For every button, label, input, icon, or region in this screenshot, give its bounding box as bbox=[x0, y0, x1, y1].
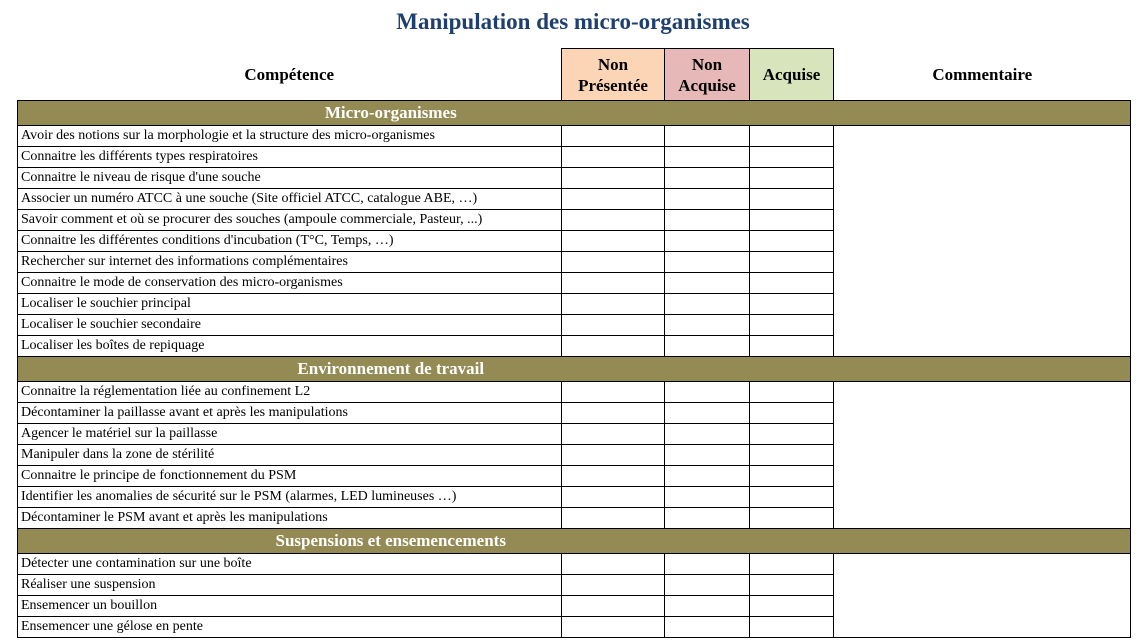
non-acquise-cell[interactable] bbox=[665, 168, 750, 189]
header-commentaire: Commentaire bbox=[932, 64, 1033, 84]
non-acquise-cell[interactable] bbox=[665, 596, 750, 617]
non-acquise-cell[interactable] bbox=[665, 231, 750, 252]
header-non-acquise bbox=[665, 49, 750, 101]
commentaire-cell[interactable] bbox=[834, 554, 1131, 638]
competence-label: Décontaminer le PSM avant et après les manipulations bbox=[18, 508, 562, 529]
acquise-cell[interactable] bbox=[750, 445, 834, 466]
competence-label: Avoir des notions sur la morphologie et la structure des micro-organismes bbox=[18, 126, 562, 147]
section-header-row bbox=[18, 529, 1131, 554]
header-non-presentee bbox=[562, 49, 665, 101]
acquise-cell[interactable] bbox=[750, 424, 834, 445]
non-acquise-cell[interactable] bbox=[665, 147, 750, 168]
competence-label: Localiser les boîtes de repiquage bbox=[18, 336, 562, 357]
non-presentee-cell[interactable] bbox=[562, 617, 665, 638]
non-acquise-cell[interactable] bbox=[665, 382, 750, 403]
non-presentee-cell[interactable] bbox=[562, 168, 665, 189]
section-band-fill bbox=[750, 101, 1131, 126]
non-presentee-cell[interactable] bbox=[562, 231, 665, 252]
competence-label: Manipuler dans la zone de stérilité bbox=[18, 445, 562, 466]
acquise-cell[interactable] bbox=[750, 315, 834, 336]
competence-label: Localiser le souchier principal bbox=[18, 294, 562, 315]
acquise-cell[interactable] bbox=[750, 382, 834, 403]
competence-label: Connaitre le principe de fonctionnement du PSM bbox=[18, 466, 562, 487]
competence-label: Agencer le matériel sur la paillasse bbox=[18, 424, 562, 445]
non-acquise-cell[interactable] bbox=[665, 508, 750, 529]
competence-label: Identifier les anomalies de sécurité sur le PSM (alarmes, LED lumineuses …) bbox=[18, 487, 562, 508]
acquise-cell[interactable] bbox=[750, 294, 834, 315]
non-acquise-cell[interactable] bbox=[665, 294, 750, 315]
non-acquise-cell[interactable] bbox=[665, 210, 750, 231]
non-acquise-cell[interactable] bbox=[665, 424, 750, 445]
competence-label: Décontaminer la paillasse avant et après les manipulations bbox=[18, 403, 562, 424]
commentaire-cell[interactable] bbox=[834, 382, 1131, 529]
section-title: Suspensions et ensemencements bbox=[18, 529, 750, 554]
non-presentee-cell[interactable] bbox=[562, 508, 665, 529]
acquise-cell[interactable] bbox=[750, 189, 834, 210]
competence-label: Connaitre la réglementation liée au confinement L2 bbox=[18, 382, 562, 403]
non-acquise-cell[interactable] bbox=[665, 575, 750, 596]
competence-label: Localiser le souchier secondaire bbox=[18, 315, 562, 336]
non-presentee-cell[interactable] bbox=[562, 126, 665, 147]
non-presentee-cell[interactable] bbox=[562, 596, 665, 617]
non-presentee-cell[interactable] bbox=[562, 382, 665, 403]
acquise-cell[interactable] bbox=[750, 210, 834, 231]
non-presentee-cell[interactable] bbox=[562, 575, 665, 596]
non-presentee-cell[interactable] bbox=[562, 252, 665, 273]
non-acquise-cell[interactable] bbox=[665, 252, 750, 273]
section-band-fill bbox=[750, 357, 1131, 382]
non-acquise-cell[interactable] bbox=[665, 336, 750, 357]
non-acquise-cell[interactable] bbox=[665, 273, 750, 294]
non-presentee-cell[interactable] bbox=[562, 210, 665, 231]
competence-label: Réaliser une suspension bbox=[18, 575, 562, 596]
header-non-acquise-line2: Acquise bbox=[678, 75, 736, 95]
competence-label: Associer un numéro ATCC à une souche (Site officiel ATCC, catalogue ABE, …) bbox=[18, 189, 562, 210]
competence-label: Savoir comment et où se procurer des souches (ampoule commerciale, Pasteur, ...) bbox=[18, 210, 562, 231]
page-title: Manipulation des micro-organismes bbox=[396, 9, 750, 34]
non-presentee-cell[interactable] bbox=[562, 189, 665, 210]
acquise-cell[interactable] bbox=[750, 126, 834, 147]
acquise-cell[interactable] bbox=[750, 508, 834, 529]
acquise-cell[interactable] bbox=[750, 554, 834, 575]
competence-label: Connaitre le niveau de risque d'une souche bbox=[18, 168, 562, 189]
acquise-cell[interactable] bbox=[750, 487, 834, 508]
acquise-cell[interactable] bbox=[750, 596, 834, 617]
non-presentee-cell[interactable] bbox=[562, 294, 665, 315]
header-non-presentee-line2: Présentée bbox=[578, 75, 648, 95]
acquise-cell[interactable] bbox=[750, 575, 834, 596]
non-presentee-cell[interactable] bbox=[562, 424, 665, 445]
header-non-presentee-line1: Non bbox=[597, 54, 629, 74]
acquise-cell[interactable] bbox=[750, 617, 834, 638]
non-presentee-cell[interactable] bbox=[562, 336, 665, 357]
section-header-row bbox=[18, 357, 1131, 382]
table-body bbox=[18, 101, 1131, 638]
non-presentee-cell[interactable] bbox=[562, 403, 665, 424]
non-presentee-cell[interactable] bbox=[562, 554, 665, 575]
header-competence: Compétence bbox=[244, 64, 335, 84]
non-presentee-cell[interactable] bbox=[562, 273, 665, 294]
non-presentee-cell[interactable] bbox=[562, 445, 665, 466]
header-non-acquise-line1: Non bbox=[691, 54, 723, 74]
non-acquise-cell[interactable] bbox=[665, 315, 750, 336]
acquise-cell[interactable] bbox=[750, 336, 834, 357]
non-presentee-cell[interactable] bbox=[562, 147, 665, 168]
non-presentee-cell[interactable] bbox=[562, 466, 665, 487]
competence-label: Connaitre les différents types respiratoires bbox=[18, 147, 562, 168]
acquise-cell[interactable] bbox=[750, 252, 834, 273]
acquise-cell[interactable] bbox=[750, 466, 834, 487]
non-acquise-cell[interactable] bbox=[665, 189, 750, 210]
competence-table bbox=[17, 48, 1131, 638]
acquise-cell[interactable] bbox=[750, 231, 834, 252]
non-acquise-cell[interactable] bbox=[665, 487, 750, 508]
non-presentee-cell[interactable] bbox=[562, 487, 665, 508]
commentaire-cell[interactable] bbox=[834, 126, 1131, 357]
non-acquise-cell[interactable] bbox=[665, 445, 750, 466]
section-title: Micro-organismes bbox=[18, 101, 750, 126]
competence-label: Rechercher sur internet des informations complémentaires bbox=[18, 252, 562, 273]
competence-label: Connaitre le mode de conservation des micro-organismes bbox=[18, 273, 562, 294]
header-row bbox=[18, 49, 1131, 101]
competence-label: Détecter une contamination sur une boîte bbox=[18, 554, 562, 575]
competence-label: Connaitre les différentes conditions d'incubation (T°C, Temps, …) bbox=[18, 231, 562, 252]
non-acquise-cell[interactable] bbox=[665, 466, 750, 487]
section-band-fill bbox=[750, 529, 1131, 554]
header-acquise: Acquise bbox=[750, 49, 834, 101]
table-row bbox=[18, 382, 1131, 403]
competence-label: Ensemencer un bouillon bbox=[18, 596, 562, 617]
table-row bbox=[18, 126, 1131, 147]
non-acquise-cell[interactable] bbox=[665, 126, 750, 147]
section-title: Environnement de travail bbox=[18, 357, 750, 382]
acquise-cell[interactable] bbox=[750, 403, 834, 424]
non-acquise-cell[interactable] bbox=[665, 617, 750, 638]
section-header-row bbox=[18, 101, 1131, 126]
acquise-cell[interactable] bbox=[750, 168, 834, 189]
non-acquise-cell[interactable] bbox=[665, 554, 750, 575]
competence-label: Ensemencer une gélose en pente bbox=[18, 617, 562, 638]
non-presentee-cell[interactable] bbox=[562, 315, 665, 336]
acquise-cell[interactable] bbox=[750, 273, 834, 294]
non-acquise-cell[interactable] bbox=[665, 403, 750, 424]
table-row bbox=[18, 554, 1131, 575]
acquise-cell[interactable] bbox=[750, 147, 834, 168]
